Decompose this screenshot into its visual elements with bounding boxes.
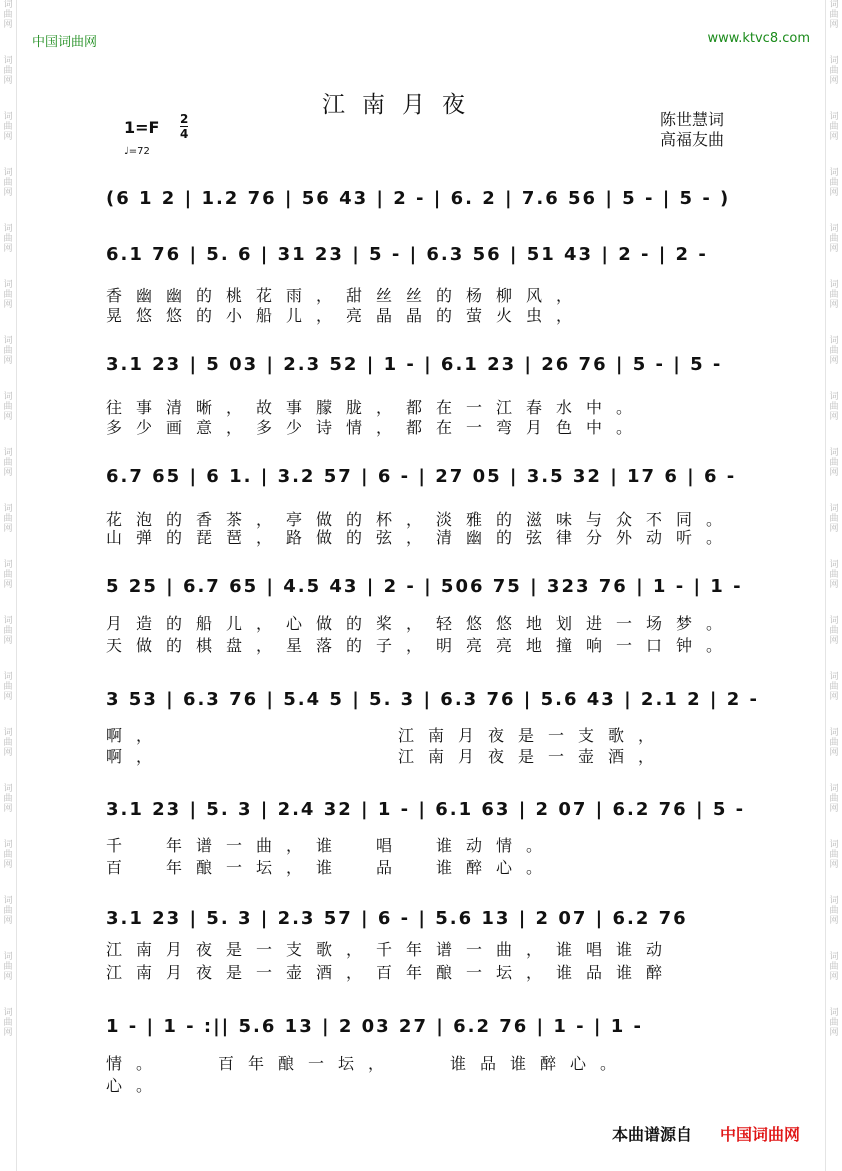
side-watermark-glyph: 词 bbox=[829, 952, 839, 962]
side-watermark-glyph: 曲 bbox=[3, 794, 13, 804]
side-watermark-glyph: 词 bbox=[3, 504, 13, 514]
side-watermark-glyph: 曲 bbox=[3, 122, 13, 132]
side-watermark-group bbox=[3, 952, 12, 982]
side-watermark-glyph: 网 bbox=[3, 132, 13, 142]
side-border-left bbox=[16, 0, 17, 1171]
side-watermark-glyph: 词 bbox=[829, 840, 839, 850]
lyric-line: 江南月夜是一壶酒，百年酿一坛，谁品谁醉 bbox=[106, 963, 677, 982]
side-watermark-glyph: 词 bbox=[3, 560, 13, 570]
side-watermark-group bbox=[829, 224, 838, 254]
side-watermark-glyph: 网 bbox=[3, 692, 13, 702]
side-watermark-glyph: 曲 bbox=[829, 66, 839, 76]
site-watermark-left: 中国词曲网 bbox=[32, 35, 98, 50]
side-watermark-group bbox=[829, 280, 838, 310]
side-watermark-glyph: 词 bbox=[3, 952, 13, 962]
score-line bbox=[106, 1010, 746, 1044]
side-watermark-glyph: 网 bbox=[3, 20, 13, 30]
side-watermark-glyph: 网 bbox=[3, 748, 13, 758]
side-watermark-glyph: 曲 bbox=[829, 402, 839, 412]
side-watermark-group bbox=[3, 56, 12, 86]
side-watermark-glyph: 网 bbox=[829, 468, 839, 478]
lyric-line: 香幽幽的桃花雨，甜丝丝的杨柳风， bbox=[106, 286, 587, 305]
side-watermark-group bbox=[3, 616, 12, 646]
side-watermark-group bbox=[829, 448, 838, 478]
side-watermark-glyph: 曲 bbox=[829, 682, 839, 692]
lyric-line: 晃悠悠的小船儿，亮晶晶的萤火虫， bbox=[106, 306, 587, 325]
side-watermark-glyph: 网 bbox=[3, 972, 13, 982]
notation-text: 3.1 23 | 5. 3 | 2.3 57 | 6 - | 5.6 13 | 2 07 | 6.2 76 bbox=[106, 908, 688, 929]
side-watermark-glyph: 网 bbox=[829, 916, 839, 926]
lyric-line: 江南月夜是一支歌，千年谱一曲，谁唱谁动 bbox=[106, 940, 677, 959]
side-watermark-glyph: 曲 bbox=[3, 626, 13, 636]
side-watermark-group bbox=[829, 336, 838, 366]
notation-text: 6.1 76 | 5. 6 | 31 23 | 5 - | 6.3 56 | 51 43 | 2 - | 2 - bbox=[106, 244, 708, 265]
side-watermark-glyph: 词 bbox=[3, 280, 13, 290]
side-watermark-glyph: 曲 bbox=[3, 906, 13, 916]
side-watermark-glyph: 网 bbox=[829, 356, 839, 366]
side-watermark-glyph: 网 bbox=[3, 860, 13, 870]
side-watermark-group bbox=[3, 672, 12, 702]
side-watermark-group bbox=[3, 168, 12, 198]
side-watermark-glyph: 网 bbox=[3, 356, 13, 366]
lyric-line: 心。 bbox=[106, 1076, 167, 1095]
lyric-line: 多少画意，多少诗情，都在一弯月色中。 bbox=[106, 418, 647, 437]
side-watermark-glyph: 词 bbox=[829, 336, 839, 346]
score-line bbox=[106, 570, 746, 604]
side-watermark-glyph: 曲 bbox=[829, 290, 839, 300]
side-watermark-glyph: 词 bbox=[829, 728, 839, 738]
time-signature-bottom: 4 bbox=[180, 127, 189, 141]
source-brand: 中国词曲网 bbox=[720, 1125, 801, 1144]
side-watermark-glyph: 词 bbox=[829, 168, 839, 178]
side-watermark-group bbox=[3, 112, 12, 142]
side-watermark-glyph: 网 bbox=[3, 580, 13, 590]
side-watermark-group bbox=[3, 840, 12, 870]
side-watermark-glyph: 曲 bbox=[3, 66, 13, 76]
side-watermark-glyph: 网 bbox=[3, 468, 13, 478]
side-watermark-group bbox=[829, 0, 838, 30]
side-watermark-glyph: 网 bbox=[3, 188, 13, 198]
lyric-line: 山弹的琵琶，路做的弦，清幽的弦律分外动听。 bbox=[106, 528, 737, 547]
lyric-line: 花泡的香茶，亭做的杯，淡雅的滋味与众不同。 bbox=[106, 510, 737, 529]
lyric-line: 啊， 江南月夜是一壶酒， bbox=[106, 747, 669, 766]
source-label: 本曲谱源自 bbox=[612, 1125, 693, 1144]
lyric-line: 月造的船儿，心做的桨，轻悠悠地划进一场梦。 bbox=[106, 614, 737, 633]
side-watermark-glyph: 词 bbox=[829, 672, 839, 682]
side-watermark-group bbox=[3, 392, 12, 422]
side-watermark-glyph: 网 bbox=[3, 636, 13, 646]
side-watermark-group bbox=[829, 56, 838, 86]
lyric-line: 天做的棋盘，星落的子，明亮亮地撞响一口钟。 bbox=[106, 636, 737, 655]
score-line bbox=[106, 902, 746, 936]
side-watermark-group bbox=[829, 168, 838, 198]
side-watermark-glyph: 网 bbox=[829, 972, 839, 982]
side-watermark-glyph: 词 bbox=[3, 840, 13, 850]
side-watermark-glyph: 词 bbox=[3, 448, 13, 458]
song-title: 江南月夜 bbox=[322, 92, 482, 118]
side-watermark-group bbox=[829, 728, 838, 758]
side-watermark-glyph: 词 bbox=[829, 280, 839, 290]
side-watermark-glyph: 网 bbox=[829, 692, 839, 702]
side-watermark-group bbox=[3, 448, 12, 478]
side-watermark-glyph: 曲 bbox=[829, 626, 839, 636]
side-watermark-glyph: 词 bbox=[3, 224, 13, 234]
side-watermark-glyph: 词 bbox=[3, 336, 13, 346]
side-watermark-group bbox=[3, 1008, 12, 1038]
side-watermark-glyph: 网 bbox=[829, 20, 839, 30]
notation-text: 5 25 | 6.7 65 | 4.5 43 | 2 - | 506 75 | 323 76 | 1 - | 1 - bbox=[106, 576, 743, 597]
side-watermark-glyph: 词 bbox=[3, 112, 13, 122]
lyric-line: 百 年酿一坛，谁 品 谁醉心。 bbox=[106, 858, 557, 877]
credits bbox=[660, 110, 724, 150]
site-watermark-right: www.ktvc8.com bbox=[707, 31, 810, 46]
side-border-right bbox=[825, 0, 826, 1171]
side-watermark-group bbox=[829, 784, 838, 814]
score-line bbox=[106, 683, 759, 717]
side-watermark-glyph: 曲 bbox=[3, 850, 13, 860]
side-watermark-group bbox=[829, 840, 838, 870]
side-watermark-group bbox=[3, 280, 12, 310]
side-watermark-glyph: 网 bbox=[829, 412, 839, 422]
side-watermark-glyph: 词 bbox=[3, 896, 13, 906]
side-watermark-glyph: 词 bbox=[3, 1008, 13, 1018]
side-watermark-group bbox=[829, 616, 838, 646]
side-watermark-group bbox=[3, 728, 12, 758]
side-watermark-glyph: 网 bbox=[829, 580, 839, 590]
side-watermark-glyph: 曲 bbox=[3, 738, 13, 748]
side-watermark-glyph: 网 bbox=[829, 748, 839, 758]
side-watermark-glyph: 词 bbox=[829, 616, 839, 626]
side-watermark-glyph: 曲 bbox=[3, 514, 13, 524]
side-watermark-group bbox=[3, 0, 12, 30]
composer-credit: 高福友曲 bbox=[660, 130, 725, 149]
side-watermark-glyph: 词 bbox=[829, 784, 839, 794]
notation-text: 6.7 65 | 6 1. | 3.2 57 | 6 - | 27 05 | 3.5 32 | 17 6 | 6 - bbox=[106, 466, 737, 487]
score-line bbox=[106, 238, 746, 272]
side-watermark-glyph: 网 bbox=[829, 860, 839, 870]
side-watermark-group bbox=[3, 336, 12, 366]
side-watermark-glyph: 词 bbox=[829, 224, 839, 234]
side-watermark-glyph: 词 bbox=[3, 0, 13, 10]
side-watermark-glyph: 曲 bbox=[3, 10, 13, 20]
time-signature bbox=[180, 113, 188, 140]
notation-text: 3.1 23 | 5 03 | 2.3 52 | 1 - | 6.1 23 | 26 76 | 5 - | 5 - bbox=[106, 354, 723, 375]
side-watermark-glyph: 曲 bbox=[829, 570, 839, 580]
side-watermark-glyph: 网 bbox=[829, 1028, 839, 1038]
side-watermark-group bbox=[3, 896, 12, 926]
side-watermark-glyph: 曲 bbox=[829, 234, 839, 244]
key-signature: 1=F bbox=[124, 118, 160, 137]
side-watermark-glyph: 曲 bbox=[829, 850, 839, 860]
side-watermark-glyph: 曲 bbox=[829, 738, 839, 748]
side-watermark-glyph: 曲 bbox=[3, 234, 13, 244]
side-watermark-group bbox=[829, 952, 838, 982]
side-watermark-glyph: 网 bbox=[829, 524, 839, 534]
notation-text: 1 - | 1 - :|| 5.6 13 | 2 03 27 | 6.2 76 | 1 - | 1 - bbox=[106, 1016, 644, 1037]
lyric-line: 情。 百年酿一坛， 谁品谁醉心。 bbox=[106, 1054, 631, 1073]
side-watermark-glyph: 曲 bbox=[829, 1018, 839, 1028]
side-watermark-group bbox=[829, 560, 838, 590]
side-watermark-group bbox=[3, 784, 12, 814]
side-watermark-glyph: 网 bbox=[829, 300, 839, 310]
side-watermark-glyph: 曲 bbox=[829, 962, 839, 972]
side-watermark-glyph: 词 bbox=[3, 672, 13, 682]
side-watermark-glyph: 曲 bbox=[829, 122, 839, 132]
side-watermark-glyph: 曲 bbox=[3, 178, 13, 188]
side-watermark-glyph: 词 bbox=[3, 168, 13, 178]
side-watermark-glyph: 网 bbox=[829, 636, 839, 646]
side-watermark-glyph: 网 bbox=[3, 76, 13, 86]
side-watermark-glyph: 词 bbox=[829, 56, 839, 66]
side-watermark-group bbox=[829, 896, 838, 926]
side-watermark-glyph: 网 bbox=[829, 804, 839, 814]
side-watermark-glyph: 词 bbox=[3, 728, 13, 738]
side-watermark-glyph: 词 bbox=[829, 448, 839, 458]
side-watermark-group bbox=[829, 504, 838, 534]
side-watermark-glyph: 曲 bbox=[3, 962, 13, 972]
side-watermark-glyph: 网 bbox=[3, 804, 13, 814]
side-watermark-glyph: 曲 bbox=[829, 346, 839, 356]
side-watermark-glyph: 曲 bbox=[829, 10, 839, 20]
side-watermark-glyph: 曲 bbox=[829, 906, 839, 916]
side-watermark-glyph: 曲 bbox=[3, 290, 13, 300]
side-watermark-glyph: 曲 bbox=[829, 458, 839, 468]
score-line bbox=[106, 793, 746, 827]
side-watermark-glyph: 网 bbox=[3, 1028, 13, 1038]
side-watermark-glyph: 曲 bbox=[3, 1018, 13, 1028]
side-watermark-group bbox=[3, 504, 12, 534]
side-watermark-glyph: 词 bbox=[829, 1008, 839, 1018]
side-watermark-glyph: 词 bbox=[829, 896, 839, 906]
side-watermark-group bbox=[3, 560, 12, 590]
side-watermark-glyph: 词 bbox=[3, 56, 13, 66]
side-watermark-group bbox=[3, 224, 12, 254]
side-watermark-glyph: 词 bbox=[829, 0, 839, 10]
side-watermark-glyph: 网 bbox=[829, 132, 839, 142]
side-watermark-glyph: 网 bbox=[3, 244, 13, 254]
score-line bbox=[106, 348, 746, 382]
side-watermark-group bbox=[829, 392, 838, 422]
lyric-line: 千 年谱一曲，谁 唱 谁动情。 bbox=[106, 836, 557, 855]
side-watermark-glyph: 词 bbox=[829, 560, 839, 570]
side-watermark-group bbox=[829, 112, 838, 142]
time-signature-top: 2 bbox=[180, 112, 189, 126]
side-watermark-glyph: 词 bbox=[3, 616, 13, 626]
notation-text: 3.1 23 | 5. 3 | 2.4 32 | 1 - | 6.1 63 | 2 07 | 6.2 76 | 5 - bbox=[106, 799, 746, 820]
side-watermark-glyph: 网 bbox=[829, 188, 839, 198]
side-watermark-group bbox=[829, 1008, 838, 1038]
side-watermark-glyph: 词 bbox=[3, 392, 13, 402]
lyric-line: 往事清晰，故事朦胧，都在一江春水中。 bbox=[106, 398, 647, 417]
score-line bbox=[106, 460, 746, 494]
side-watermark-glyph: 曲 bbox=[829, 514, 839, 524]
side-watermark-group bbox=[829, 672, 838, 702]
side-watermark-glyph: 网 bbox=[829, 76, 839, 86]
side-watermark-glyph: 词 bbox=[829, 112, 839, 122]
side-watermark-glyph: 词 bbox=[3, 784, 13, 794]
side-watermark-glyph: 词 bbox=[829, 504, 839, 514]
side-watermark-left bbox=[1, 0, 15, 1171]
side-watermark-glyph: 网 bbox=[3, 412, 13, 422]
notation-text: (6 1 2 | 1.2 76 | 56 43 | 2 - | 6. 2 | 7.6 56 | 5 - | 5 - ) bbox=[106, 188, 731, 209]
side-watermark-glyph: 网 bbox=[829, 244, 839, 254]
side-watermark-glyph: 网 bbox=[3, 300, 13, 310]
tempo-marking: ♩=72 bbox=[124, 146, 150, 157]
side-watermark-right bbox=[827, 0, 841, 1171]
side-watermark-glyph: 曲 bbox=[3, 682, 13, 692]
score-line bbox=[106, 182, 746, 216]
side-watermark-glyph: 曲 bbox=[3, 570, 13, 580]
side-watermark-glyph: 网 bbox=[3, 524, 13, 534]
side-watermark-glyph: 曲 bbox=[3, 346, 13, 356]
lyric-line: 啊， 江南月夜是一支歌， bbox=[106, 726, 669, 745]
side-watermark-glyph: 曲 bbox=[3, 458, 13, 468]
side-watermark-glyph: 曲 bbox=[829, 794, 839, 804]
side-watermark-glyph: 曲 bbox=[3, 402, 13, 412]
notation-text: 3 53 | 6.3 76 | 5.4 5 | 5. 3 | 6.3 76 | 5.6 43 | 2.1 2 | 2 - bbox=[106, 689, 759, 710]
lyricist-credit: 陈世慧词 bbox=[660, 110, 725, 129]
side-watermark-glyph: 曲 bbox=[829, 178, 839, 188]
side-watermark-glyph: 网 bbox=[3, 916, 13, 926]
side-watermark-glyph: 词 bbox=[829, 392, 839, 402]
